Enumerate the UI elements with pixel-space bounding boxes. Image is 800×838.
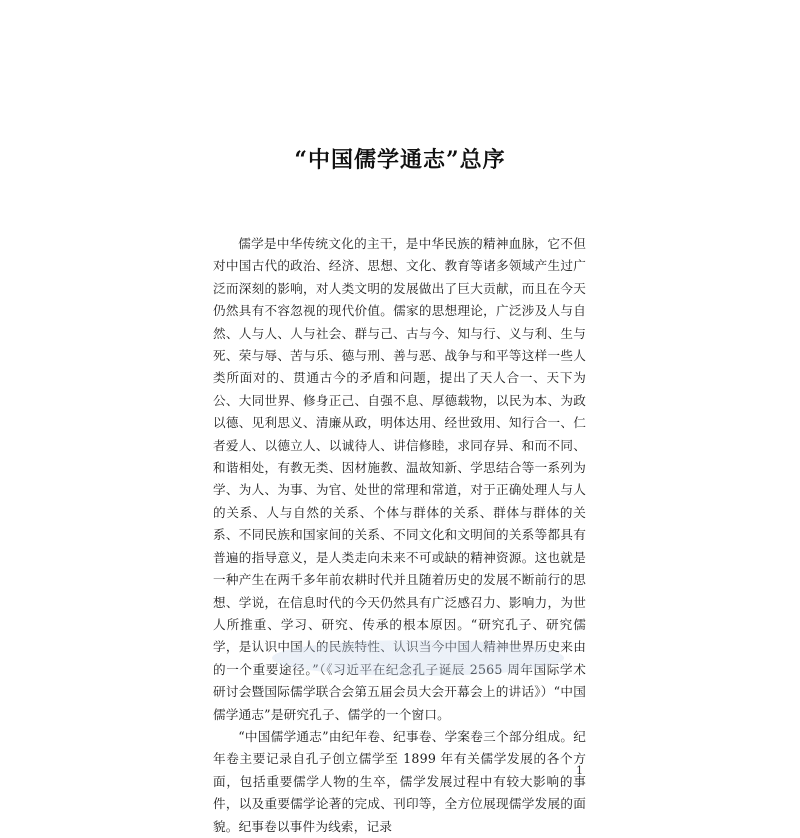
page-number: 1 xyxy=(576,764,583,777)
paragraph-1: 儒学是中华传统文化的主干，是中华民族的精神血脉，它不但对中国古代的政治、经济、思想、文化、教育等诸多领域产生过广泛而深刻的影响，对人类文明的发展做出了巨大贡献，而且在今天仍然具有不容忽视的现代价值。儒家的思想理论，广泛涉及人与自然、人与人、人与社会、群与己、古与今、知与行、义与利、生与死、荣与辱、苦与乐、德与刑、善与恶、战争与和平等这样一些人类所面对的、贯通古今的矛盾和问题，提出了天人合一、天下为公、大同世界、修身正己、自强不息、厚德载物，以民为本、为政以德、见利思义、清廉从政，明体达用、经世致用、知行合一、仁者爱人、以德立人、以诚待人、讲信修睦，求同存异、和而不同、和谐相处，有教无类、因材施教、温故知新、学思结合等一系列为学、为人、为事、为官、处世的常理和常道，对于正确处理人与人的关系、人与自然的关系、个体与群体的关系、群体与群体的关系、不同民族和国家间的关系、不同文化和文明间的关系等都具有普遍的指导意义，是人类走向未来不可或缺的精神资源。这也就是一种产生在两千多年前农耕时代并且随着历史的发展不断前行的思想、学说，在信息时代的今天仍然具有广泛感召力、影响力，为世人所推重、学习、研究、传承的根本原因。“研究孔子、研究儒学，是认识中国人的民族特性、认识当今中国人精神世界历史来由的一个重要途径。”（《习近平在纪念孔子诞辰 2565 周年国际学术研讨会暨国际儒学联合会第五届会员大会开幕会上的讲话》）“中国儒学通志”是研究孔子、儒学的一个窗口。 xyxy=(213,236,586,722)
paragraph-2: “中国儒学通志”由纪年卷、纪事卷、学案卷三个部分组成。纪年卷主要记录自孔子创立儒学至 1899 年有关儒学发展的各个方面，包括重要儒学人物的生卒，儒学发展过程中有较大影响的事件，以及重要儒学论著的完成、刊印等，全方位展现儒学发展的面貌。纪事卷以事件为线索，记录 xyxy=(213,728,586,834)
page-title: “中国儒学通志”总序 xyxy=(294,147,506,173)
body-text xyxy=(213,233,586,838)
